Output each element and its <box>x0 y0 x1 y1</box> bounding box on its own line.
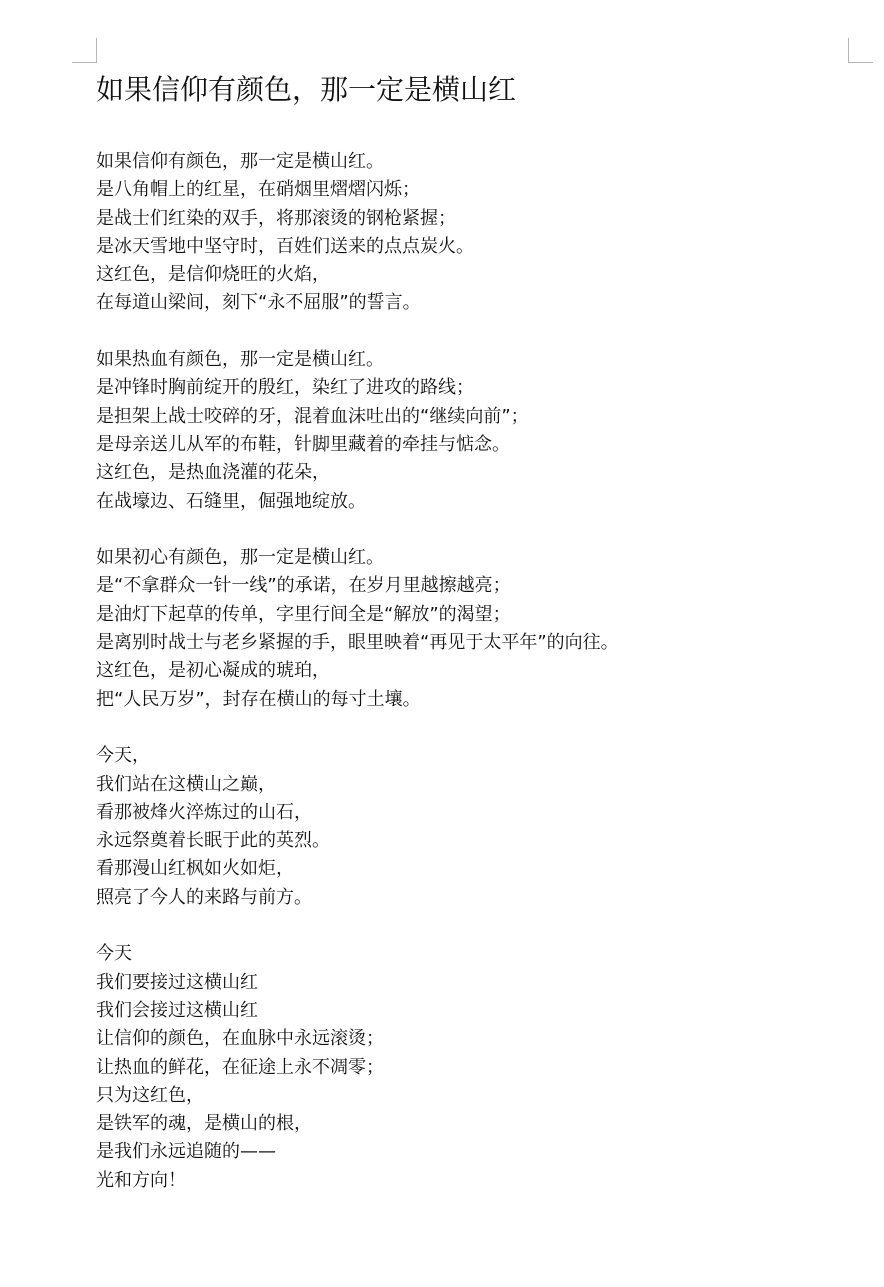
blank-line <box>96 516 866 544</box>
text-line: 这红色，是初心凝成的琥珀， <box>96 660 330 682</box>
text-line: 是我们永远追随的—— <box>96 1141 276 1163</box>
document-body <box>96 148 866 1195</box>
text-line: 我们站在这横山之巅， <box>96 773 276 795</box>
blank-line <box>96 714 866 742</box>
text-line: 我们会接过这横山红 <box>96 999 258 1021</box>
text-line: 如果热血有颜色，那一定是横山红。 <box>96 349 384 371</box>
text-line: 让热血的鲜花，在征途上永不凋零； <box>96 1056 384 1078</box>
blank-line <box>96 318 866 346</box>
text-line: 是母亲送儿从军的布鞋，针脚里藏着的牵挂与惦念。 <box>96 433 510 455</box>
text-line: 永远祭奠着长眠于此的英烈。 <box>96 830 330 852</box>
text-line: 照亮了今人的来路与前方。 <box>96 886 312 908</box>
text-line: 这红色，是信仰烧旺的火焰， <box>96 264 330 286</box>
text-line: 是冲锋时胸前绽开的殷红，染红了进攻的路线； <box>96 377 474 399</box>
text-line: 我们要接过这横山红 <box>96 971 258 993</box>
document-title: 如果信仰有颜色，那一定是横山红 <box>96 73 517 106</box>
text-line: 这红色，是热血浇灌的花朵， <box>96 462 330 484</box>
text-line: 只为这红色， <box>96 1084 204 1106</box>
text-line: 如果初心有颜色，那一定是横山红。 <box>96 547 384 569</box>
text-line: 在战壕边、石缝里，倔强地绽放。 <box>96 490 366 512</box>
text-line: 是铁军的魂，是横山的根， <box>96 1113 312 1135</box>
text-line: 今天 <box>96 943 132 965</box>
text-line: 在每道山梁间，刻下“永不屈服”的誓言。 <box>96 292 421 314</box>
text-line: 如果信仰有颜色，那一定是横山红。 <box>96 151 384 172</box>
blank-line <box>96 912 866 940</box>
text-line: 光和方向！ <box>96 1169 186 1191</box>
text-line: 是冰天雪地中坚守时，百姓们送来的点点炭火。 <box>96 235 474 257</box>
text-line: 是担架上战士咬碎的牙，混着血沫吐出的“继续向前”； <box>96 405 529 427</box>
crop-mark-top-left <box>72 38 97 63</box>
text-line: 看那被烽火淬炼过的山石， <box>96 801 312 823</box>
text-line: 是八角帽上的红星，在硝烟里熠熠闪烁； <box>96 179 420 201</box>
text-line: 看那漫山红枫如火如炬， <box>96 858 294 880</box>
text-line: 今天， <box>96 745 150 767</box>
text-line: 是战士们红染的双手，将那滚烫的钢枪紧握； <box>96 207 456 229</box>
text-line: 让信仰的颜色，在血脉中永远滚烫； <box>96 1028 384 1050</box>
text-line: 是“不拿群众一针一线”的承诺，在岁月里越擦越亮； <box>96 575 511 597</box>
text-line: 把“人民万岁”，封存在横山的每寸土壤。 <box>96 688 421 710</box>
text-line: 是离别时战士与老乡紧握的手，眼里映着“再见于太平年”的向往。 <box>96 632 619 654</box>
crop-mark-top-right <box>848 38 873 63</box>
text-line: 是油灯下起草的传单，字里行间全是“解放”的渴望； <box>96 603 511 625</box>
